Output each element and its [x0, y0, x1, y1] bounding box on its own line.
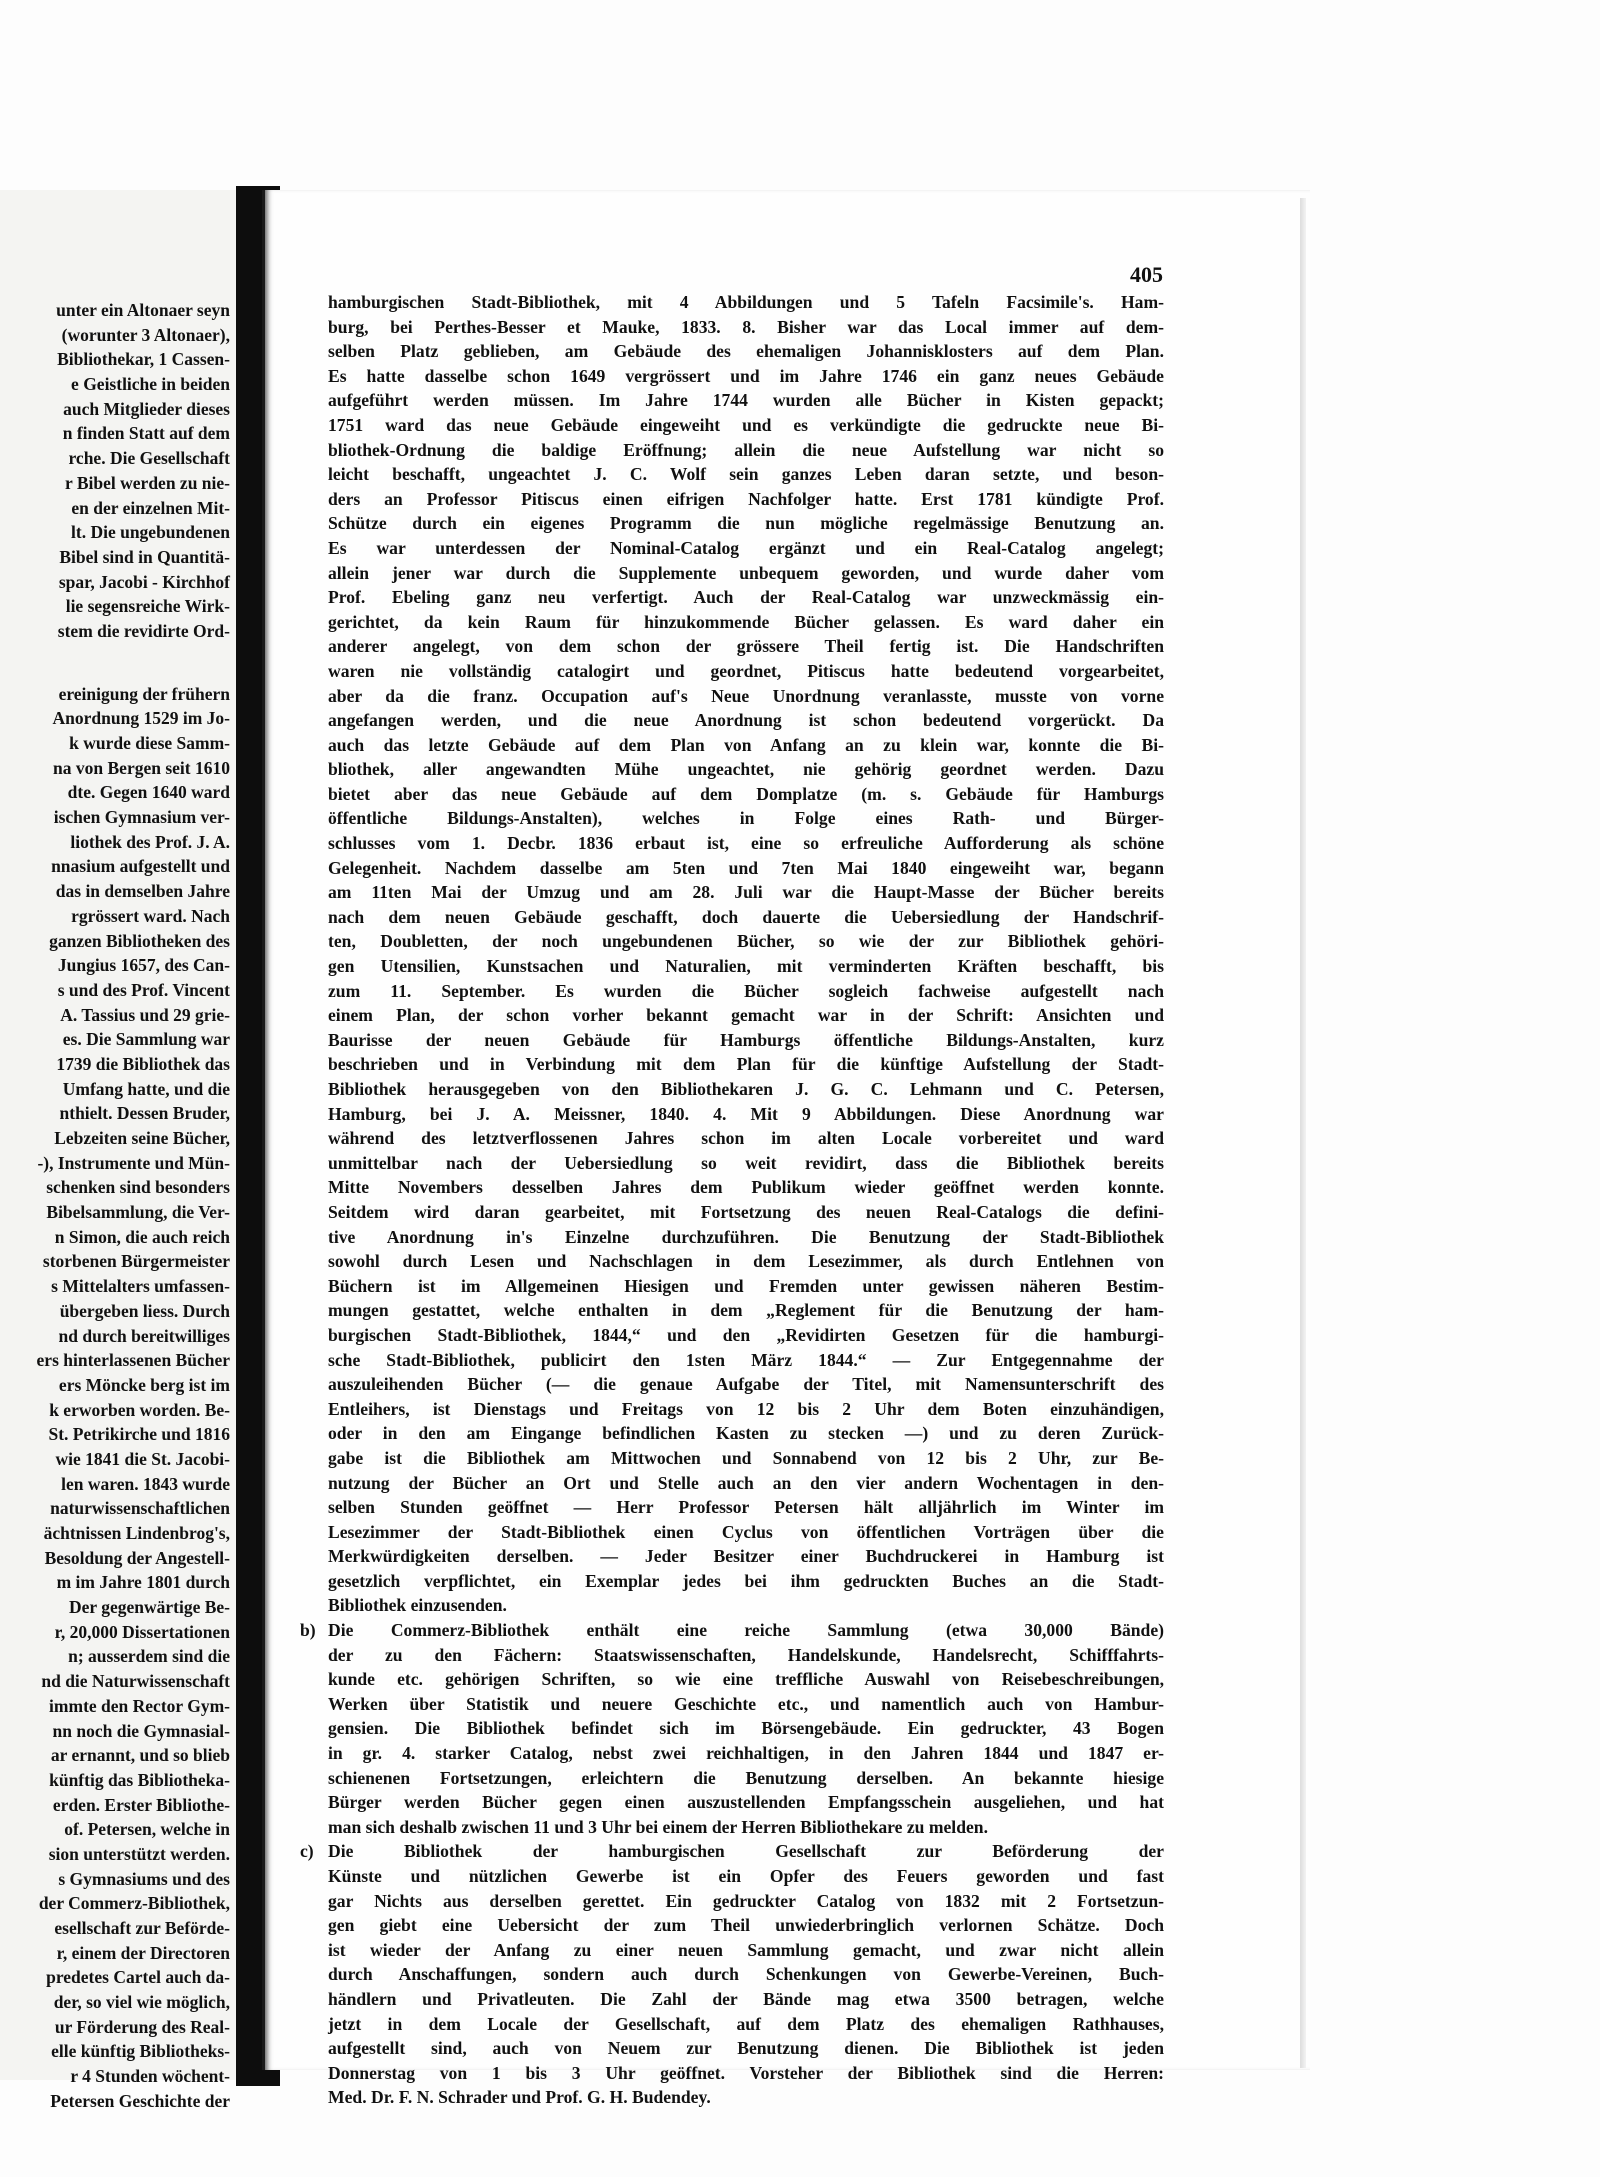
item-b-marker: b): [300, 1620, 316, 1641]
text-line: s und des Prof. Vincent: [57, 979, 230, 1000]
text-line: Künste und nützlichen Gewerbe ist ein Opfer des Feuers geworden und fast: [328, 1866, 1164, 1886]
text-line: es. Die Sammlung war: [62, 1029, 230, 1050]
text-line: na von Bergen seit 1610: [53, 757, 230, 778]
text-line: n; ausserdem sind die: [68, 1646, 230, 1667]
text-line: bliothek-Ordnung die baldige Eröffnung; allein die neue Aufstellung war nicht so: [328, 439, 1164, 460]
text-line: Die Commerz-Bibliothek enthält eine reiche Sammlung (etwa 30,000 Bände): [328, 1620, 1164, 1641]
text-line: tive Anordnung in's Einzelne durchzuführen. Die Benutzung der Stadt-Bibliothek: [328, 1226, 1164, 1247]
text-line: 1739 die Bibliothek das: [56, 1053, 230, 1074]
page-number: 405: [1130, 262, 1163, 287]
text-line: unmittelbar nach der Uebersiedlung so weit revidirt, dass die Bibliothek bereits: [328, 1152, 1164, 1173]
right-page-text: [300, 290, 1164, 2110]
text-line: predetes Cartel auch da-: [46, 1967, 230, 1988]
text-line: angefangen werden, und die neue Anordnung ist schon bedeutend vorgerückt. Da: [328, 710, 1164, 731]
text-line: naturwissenschaftlichen: [50, 1498, 230, 1519]
text-line: beschrieben und in Verbindung mit dem Plan für die künftige Aufstellung der Stadt-: [328, 1054, 1164, 1075]
text-line: en der einzelnen Mit-: [71, 497, 230, 518]
text-line: ers Möncke berg ist im: [58, 1374, 230, 1395]
text-line: len waren. 1843 wurde: [61, 1473, 230, 1494]
text-line: Die Bibliothek der hamburgischen Gesellschaft zur Beförderung der: [328, 1841, 1164, 1862]
text-line: Der gegenwärtige Be-: [68, 1597, 230, 1618]
main-paragraph: [328, 290, 1164, 1618]
text-line: erden. Erster Bibliothe-: [52, 1794, 230, 1815]
text-line: gabe ist die Bibliothek am Mittwochen und Sonnabend von 12 bis 2 Uhr, zur Be-: [328, 1447, 1164, 1468]
text-line: s Mittelalters umfassen-: [51, 1276, 230, 1297]
text-line: Hamburg, bei J. A. Meissner, 1840. 4. Mit 9 Abbildungen. Diese Anordnung war: [328, 1103, 1164, 1124]
text-line: man sich deshalb zwischen 11 und 3 Uhr bei einem der Herren Bibliothekare zu melden.: [328, 1816, 988, 1837]
text-line: -), Instrumente und Mün-: [37, 1152, 230, 1173]
text-line: Prof. Ebeling ganz neu verfertigt. Auch der Real-Catalog war unzweckmässig ein-: [328, 587, 1164, 608]
text-line: nthielt. Dessen Bruder,: [59, 1103, 230, 1124]
text-line: selben Stunden geöffnet — Herr Professor Petersen hält alljährlich im Winter im: [328, 1497, 1164, 1518]
text-line: Lesezimmer der Stadt-Bibliothek einen Cyclus von öffentlichen Vorträgen über die: [328, 1521, 1164, 1542]
text-line: ten, Doubletten, der noch ungebundenen Bücher, so wie der zur Bibliothek gehöri-: [328, 931, 1164, 952]
text-line: Es war unterdessen der Nominal-Catalog ergänzt und ein Real-Catalog angelegt;: [328, 537, 1164, 558]
text-line: öffentliche Bildungs-Anstalten), welches in Folge eines Rath- und Bürger-: [328, 808, 1164, 829]
text-line: liothek des Prof. J. A.: [70, 831, 230, 852]
text-line: esellschaft zur Beförde-: [54, 1918, 230, 1938]
text-line: nnasium aufgestellt und: [51, 856, 230, 877]
text-line: Bibliothekar, 1 Cassen-: [57, 349, 230, 370]
text-line: Werken über Statistik und neuere Geschichte etc., und namentlich auch von Hambur-: [328, 1693, 1164, 1714]
text-line: k erworben worden. Be-: [49, 1399, 230, 1420]
text-line: hamburgischen Stadt-Bibliothek, mit 4 Abbildungen und 5 Tafeln Facsimile's. Ham-: [328, 292, 1164, 312]
text-line: Besoldung der Angestell-: [44, 1547, 230, 1568]
text-line: ers hinterlassenen Bücher: [36, 1350, 230, 1371]
text-line: r, einem der Directoren: [56, 1942, 230, 1963]
text-line: n Simon, die auch reich: [54, 1226, 230, 1247]
text-line: ächtnissen Lindenbrog's,: [43, 1523, 230, 1543]
text-line: ist wieder der Anfang zu einer neuen Sammlung gemacht, und zwar nicht allein: [328, 1939, 1164, 1960]
text-line: Mitte Novembers desselben Jahres dem Publikum wieder geöffnet werden konnte.: [328, 1177, 1164, 1198]
text-line: zum 11. September. Es wurden die Bücher sogleich fachweise aufgestellt nach: [328, 980, 1164, 1001]
text-line: Entleihers, ist Dienstags und Freitags von 12 bis 2 Uhr dem Boten einzuhändigen,: [328, 1398, 1164, 1419]
text-line: schienenen Fortsetzungen, erleichtern die Benutzung derselben. An bekannte hiesige: [328, 1767, 1164, 1788]
text-line: schenken sind besonders: [46, 1177, 230, 1198]
text-line: auszuleihenden Bücher (— die genaue Aufgabe der Titel, mit Namensunterschrift des: [328, 1374, 1164, 1395]
text-line: übergeben liess. Durch: [59, 1300, 230, 1321]
text-line: aufgeführt werden müssen. Im Jahre 1744 wurden alle Bücher in Kisten gepackt;: [328, 390, 1164, 411]
text-line: ar ernannt, und so blieb: [50, 1745, 230, 1766]
text-line: 1751 ward das neue Gebäude eingeweiht und es verkündigte die gedruckte neue Bi-: [328, 414, 1164, 435]
text-line: allein jener war durch die Supplemente unbequem geworden, und wurde daher vom: [328, 562, 1164, 583]
text-line: oder in den am Eingange befindlichen Kasten zu stecken —) und zu deren Zurück-: [328, 1423, 1164, 1444]
text-line: aufgestellt sind, auch von Neuem zur Benutzung dienen. Die Bibliothek ist jeden: [328, 2038, 1164, 2059]
text-line: burgischen Stadt-Bibliothek, 1844,“ und den „Revidirten Gesetzen für die hamburgi-: [328, 1324, 1164, 1345]
text-line: am 11ten Mai der Umzug und am 28. Juli war die Haupt-Masse der Bücher bereits: [328, 882, 1164, 903]
text-line: Baurisse der neuen Gebäude für Hamburgs öffentliche Bildungs-Anstalten, kurz: [328, 1029, 1164, 1050]
text-line: Merkwürdigkeiten derselben. — Jeder Besitzer einer Buchdruckerei in Hamburg ist: [328, 1546, 1164, 1567]
text-line: stem die revidirte Ord-: [57, 620, 230, 641]
text-line: Es hatte dasselbe schon 1649 vergrössert und im Jahre 1746 ein ganz neues Gebäude: [328, 365, 1164, 386]
text-line: elle künftig Bibliotheks-: [51, 2041, 230, 2062]
text-line: waren nie vollständig catalogirt und geordnet, Pitiscus hatte bedeutend vorgearbeitet,: [328, 660, 1164, 681]
text-line: in gr. 4. starker Catalog, nebst zwei reichhaltigen, in den Jahren 1844 und 1847 er-: [328, 1743, 1164, 1764]
text-line: auch Mitglieder dieses: [63, 398, 230, 419]
text-line: durch Anschaffungen, sondern auch durch Schenkungen von Gewerbe-Vereinen, Buch-: [328, 1964, 1164, 1985]
text-line: das in demselben Jahre: [55, 881, 230, 902]
text-line: (worunter 3 Altonaer),: [61, 324, 230, 345]
text-line: k wurde diese Samm-: [69, 733, 230, 753]
text-line: wie 1841 die St. Jacobi-: [55, 1448, 230, 1469]
text-line: A. Tassius und 29 grie-: [60, 1004, 230, 1025]
text-line: of. Petersen, welche in: [64, 1819, 230, 1840]
item-c: [300, 1839, 1164, 2110]
text-line: gar Nichts aus derselben gerettet. Ein gedruckter Catalog von 1832 mit 2 Fortsetzun-: [328, 1890, 1164, 1911]
text-line: ders an Professor Pitiscus einen eifrigen Nachfolger hatte. Erst 1781 kündigte Prof.: [328, 488, 1164, 509]
text-line: gen Utensilien, Kunstsachen und Naturalien, mit verminderten Kräften beschafft, bis: [328, 956, 1164, 977]
text-line: mungen gestattet, welche enthalten in dem „Reglement für die Benutzung der ham-: [328, 1300, 1164, 1321]
text-line: Schütze durch ein eigenes Programm die nun mögliche regelmässige Benutzung an.: [328, 513, 1164, 534]
text-line: Bibliothek herausgegeben von den Bibliothekaren J. G. C. Lehmann und C. Petersen,: [328, 1079, 1164, 1099]
text-line: r 4 Stunden wöchent-: [70, 2066, 230, 2087]
text-line: ereinigung der frühern: [58, 683, 230, 704]
text-line: rche. Die Gesellschaft: [68, 448, 230, 469]
item-b: [300, 1618, 1164, 1839]
text-line: auch das letzte Gebäude auf dem Plan von Anfang an zu klein war, konnte die Bi-: [328, 734, 1164, 755]
text-line: Anordnung 1529 im Jo-: [52, 708, 230, 729]
text-line: gensien. Die Bibliothek befindet sich im Börsengebäude. Ein gedruckter, 43 Bogen: [328, 1718, 1164, 1739]
text-line: Bibelsammlung, die Ver-: [46, 1202, 230, 1223]
text-line: Bibel sind in Quantitä-: [59, 546, 230, 567]
text-line: der, so viel wie möglich,: [53, 1992, 230, 2013]
text-line: kunde etc. gehörigen Schriften, so wie eine treffliche Auswahl von Reisebeschreibungen,: [328, 1669, 1164, 1690]
text-line: Seitdem wird daran gearbeitet, mit Fortsetzung des neuen Real-Catalogs die defini-: [328, 1201, 1164, 1222]
text-line: Med. Dr. F. N. Schrader und Prof. G. H. Budendey.: [328, 2087, 711, 2108]
text-line: rgrössert ward. Nach: [71, 905, 230, 926]
text-line: künftig das Bibliotheka-: [49, 1769, 230, 1790]
text-line: der Commerz-Bibliothek,: [38, 1893, 230, 1914]
text-line: ischen Gymnasium ver-: [53, 807, 230, 828]
text-line: jetzt in dem Locale der Gesellschaft, auf dem Platz des ehemaligen Rathhauses,: [328, 2013, 1164, 2034]
section-gap: [0, 644, 230, 682]
text-line: lie segensreiche Wirk-: [65, 596, 230, 617]
text-line: unter ein Altonaer seyn: [56, 300, 230, 320]
text-line: n finden Statt auf dem: [62, 423, 230, 444]
text-line: r Bibel werden zu nie-: [65, 472, 230, 493]
text-line: dte. Gegen 1640 ward: [67, 782, 230, 803]
text-line: spar, Jacobi - Kirchhof: [58, 571, 230, 592]
text-line: Umfang hatte, und die: [62, 1078, 230, 1099]
text-line: ganzen Bibliotheken des: [49, 930, 230, 951]
text-line: m im Jahre 1801 durch: [56, 1572, 230, 1593]
text-line: Jungius 1657, des Can-: [57, 955, 230, 976]
text-line: Donnerstag von 1 bis 3 Uhr geöffnet. Vorsteher der Bibliothek sind die Herren:: [328, 2062, 1164, 2083]
text-line: leicht beschafft, ungeachtet J. C. Wolf sein ganzes Leben daran setzte, und beson-: [328, 464, 1164, 485]
text-line: gesetzlich verpflichtet, ein Exemplar jedes bei ihm gedruckten Buches an die Stadt-: [328, 1570, 1164, 1591]
text-line: bliothek, aller angewandten Mühe ungeachtet, nie gehörig geordnet werden. Dazu: [328, 759, 1164, 780]
item-c-text: [328, 1839, 1164, 2110]
text-line: anderer angelegt, von dem schon der grössere Theil fertig ist. Die Handschriften: [328, 636, 1164, 657]
text-line: gerichtet, da kein Raum für hinzukommende Bücher gelassen. Es ward daher ein: [328, 611, 1164, 632]
text-line: Bibliothek einzusenden.: [328, 1595, 507, 1616]
text-line: einem Plan, der schon vorher bekannt gemacht war in der Schrift: Ansichten und: [328, 1005, 1164, 1026]
text-line: nd die Naturwissenschaft: [41, 1671, 230, 1692]
text-line: nutzung der Bücher an Ort und Stelle auch an den vier andern Wochentagen in den-: [328, 1472, 1164, 1493]
page-edge-shadow: [1300, 198, 1306, 2068]
text-line: nn noch die Gymnasial-: [52, 1720, 230, 1741]
text-line: ur Förderung des Real-: [54, 2016, 230, 2037]
text-line: sowohl durch Lesen und Nachschlagen in dem Lesezimmer, als durch Entlehnen von: [328, 1251, 1164, 1272]
text-line: Lebzeiten seine Bücher,: [54, 1128, 230, 1148]
text-line: nach dem neuen Gebäude geschafft, doch dauerte die Uebersiedlung der Handschrif-: [328, 906, 1164, 927]
text-line: schlusses vom 1. Decbr. 1836 erbaut ist, eine so erfreuliche Aufforderung als schöne: [328, 833, 1164, 854]
text-line: händlern und Privatleuten. Die Zahl der Bände mag etwa 3500 betragen, welche: [328, 1988, 1164, 2009]
text-line: Gelegenheit. Nachdem dasselbe am 5ten und 7ten Mai 1840 eingeweiht war, begann: [328, 857, 1164, 878]
text-line: r, 20,000 Dissertationen: [54, 1621, 230, 1642]
text-line: selben Platz geblieben, am Gebäude des ehemaligen Johannisklosters auf dem Plan.: [328, 341, 1164, 362]
text-line: Bürger werden Bücher gegen einen auszustellenden Empfangsschein ausgeliehen, und hat: [328, 1792, 1164, 1813]
text-line: bietet aber das neue Gebäude auf dem Domplatze (m. s. Gebäude für Hamburgs: [328, 783, 1164, 804]
text-line: während des letztverflossenen Jahres schon im alten Locale vorbereitet und ward: [328, 1128, 1164, 1149]
text-line: e Geistliche in beiden: [71, 374, 230, 395]
left-page-text: [0, 298, 230, 2114]
text-line: gen giebt eine Uebersicht der zum Theil unwiederbringlich verlornen Schätze. Doch: [328, 1915, 1164, 1936]
text-line: Petersen Geschichte der: [50, 2090, 230, 2111]
text-line: Büchern ist im Allgemeinen Hiesigen und Fremden unter gewissen näheren Bestim-: [328, 1275, 1164, 1296]
text-line: storbenen Bürgermeister: [42, 1251, 230, 1272]
item-c-marker: c): [300, 1841, 314, 1862]
text-line: immte den Rector Gym-: [49, 1695, 230, 1716]
text-line: sion unterstützt werden.: [48, 1843, 230, 1864]
text-line: St. Petrikirche und 1816: [48, 1424, 230, 1445]
item-b-text: [328, 1618, 1164, 1839]
text-line: nd durch bereitwilliges: [58, 1325, 230, 1346]
left-page-fragment: [0, 190, 239, 2111]
text-line: sche Stadt-Bibliothek, publicirt den 1sten März 1844.“ — Zur Entgegennahme der: [328, 1349, 1164, 1370]
text-line: s Gymnasiums und des: [58, 1868, 230, 1889]
text-line: aber da die franz. Occupation auf's Neue Unordnung veranlasste, musste von vorne: [328, 685, 1164, 706]
text-line: der zu den Fächern: Staatswissenschaften, Handelskunde, Handelsrecht, Schifffahrts-: [328, 1644, 1164, 1665]
text-line: burg, bei Perthes-Besser et Mauke, 1833. 8. Bisher war das Local immer auf dem-: [328, 316, 1164, 337]
text-line: lt. Die ungebundenen: [71, 522, 230, 543]
